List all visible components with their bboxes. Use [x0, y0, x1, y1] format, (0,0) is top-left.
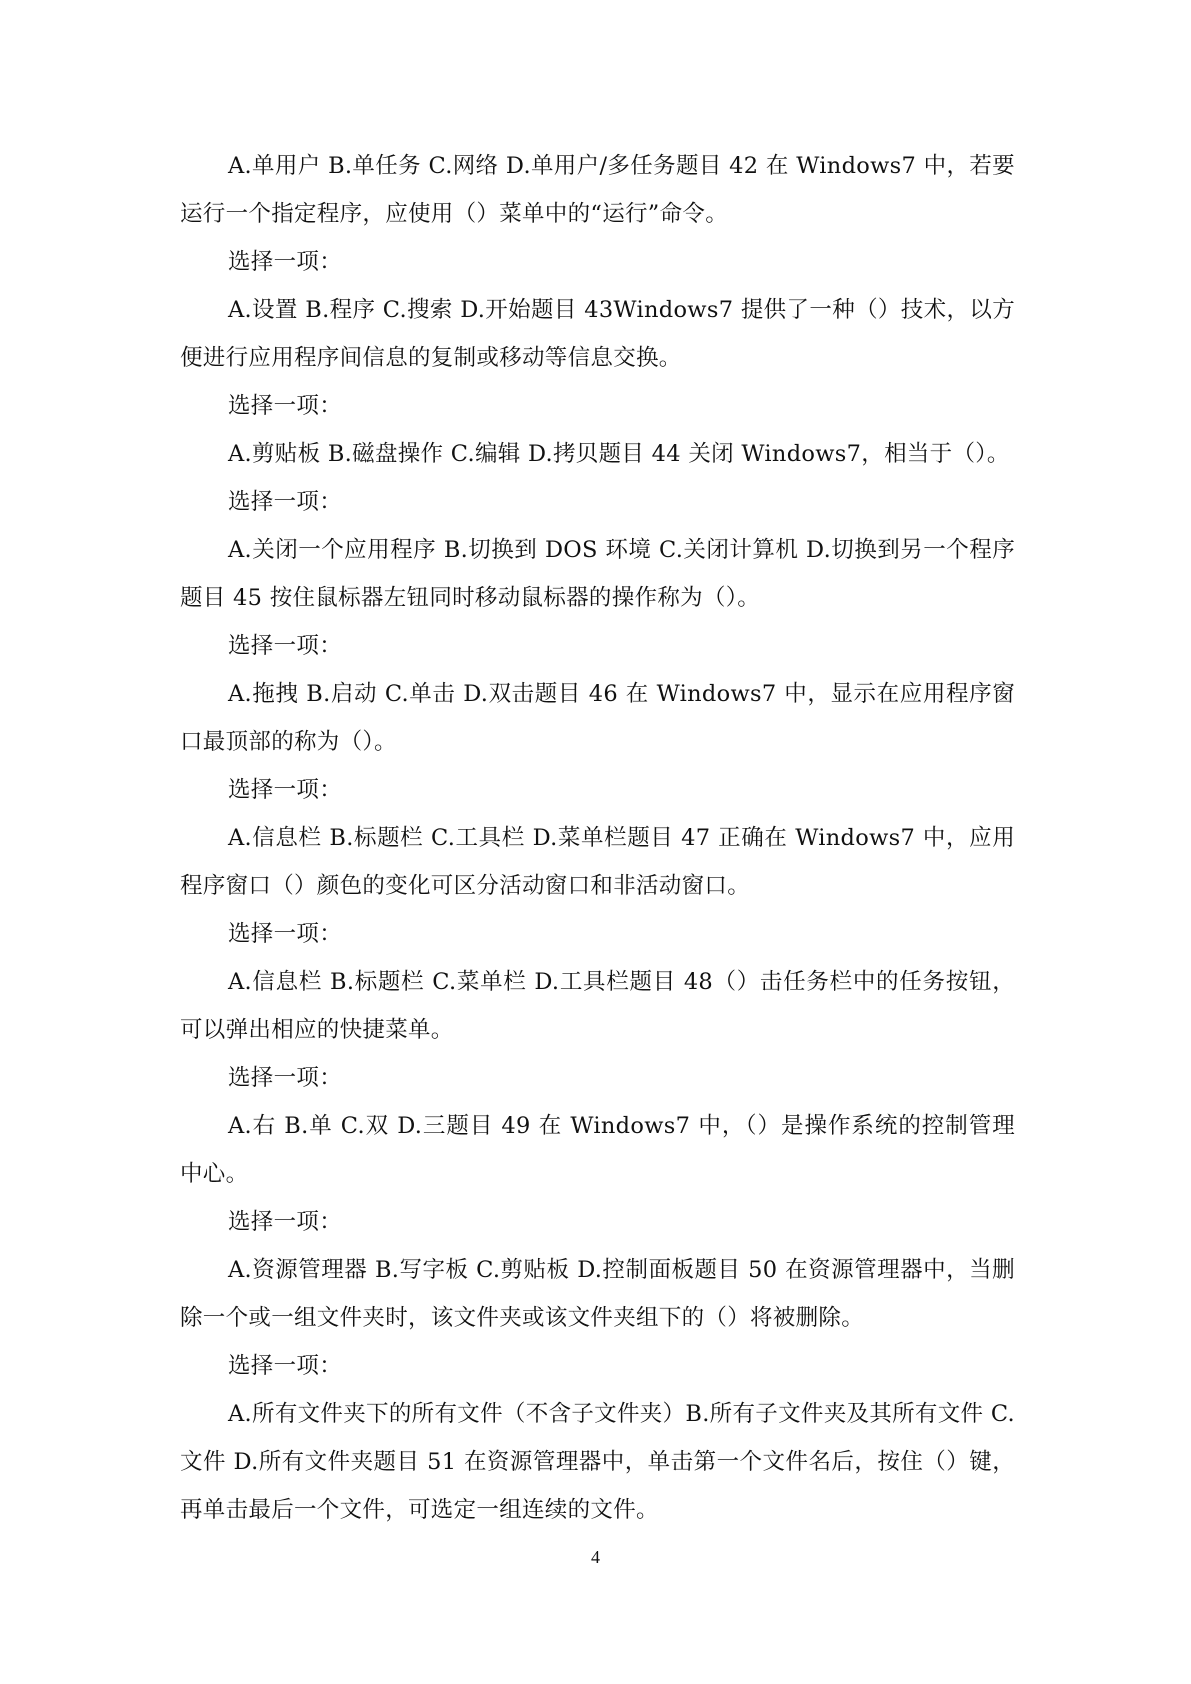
question-paragraph: A.关闭一个应用程序 B.切换到 DOS 环境 C.关闭计算机 D.切换到另一个程序题目 45 按住鼠标器左钮同时移动鼠标器的操作称为（）。: [180, 537, 1015, 611]
question-paragraph: A.单用户 B.单任务 C.网络 D.单用户/多任务题目 42 在 Windows7 中，若要运行一个指定程序，应使用（）菜单中的“运行”命令。: [180, 153, 1015, 227]
select-one-prompt: 选择一项：: [228, 633, 343, 659]
select-one-prompt: 选择一项：: [228, 249, 343, 275]
select-one-prompt: 选择一项：: [228, 777, 343, 803]
select-one-prompt: 选择一项：: [228, 1209, 343, 1235]
page-content: [180, 142, 1015, 1534]
select-one-prompt: 选择一项：: [228, 921, 343, 947]
select-one-prompt: 选择一项：: [228, 1353, 343, 1379]
select-one-prompt: 选择一项：: [228, 1065, 343, 1091]
question-paragraph: A.右 B.单 C.双 D.三题目 49 在 Windows7 中，（）是操作系统的控制管理中心。: [180, 1113, 1015, 1187]
select-one-prompt: 选择一项：: [228, 489, 343, 515]
select-one-prompt: 选择一项：: [228, 393, 343, 419]
question-paragraph: A.设置 B.程序 C.搜索 D.开始题目 43Windows7 提供了一种（）技术，以方便进行应用程序间信息的复制或移动等信息交换。: [180, 297, 1015, 371]
question-paragraph: A.剪贴板 B.磁盘操作 C.编辑 D.拷贝题目 44 关闭 Windows7，相当于（）。: [228, 441, 1010, 467]
question-paragraph: A.拖拽 B.启动 C.单击 D.双击题目 46 在 Windows7 中，显示在应用程序窗口最顶部的称为（）。: [180, 681, 1015, 755]
question-paragraph: A.信息栏 B.标题栏 C.工具栏 D.菜单栏题目 47 正确在 Windows7 中，应用程序窗口（）颜色的变化可区分活动窗口和非活动窗口。: [180, 825, 1015, 899]
question-paragraph: A.资源管理器 B.写字板 C.剪贴板 D.控制面板题目 50 在资源管理器中，当删除一个或一组文件夹时，该文件夹或该文件夹组下的（）将被删除。: [180, 1257, 1015, 1331]
question-paragraph: A.信息栏 B.标题栏 C.菜单栏 D.工具栏题目 48（）击任务栏中的任务按钮，可以弹出相应的快捷菜单。: [180, 969, 1015, 1043]
page-number: 4: [591, 1547, 600, 1567]
question-paragraph: A.所有文件夹下的所有文件（不含子文件夹）B.所有子文件夹及其所有文件 C.文件 D.所有文件夹题目 51 在资源管理器中，单击第一个文件名后，按住（）键，再单击最后一个文件，可选定一组连续的文件。: [180, 1401, 1015, 1523]
